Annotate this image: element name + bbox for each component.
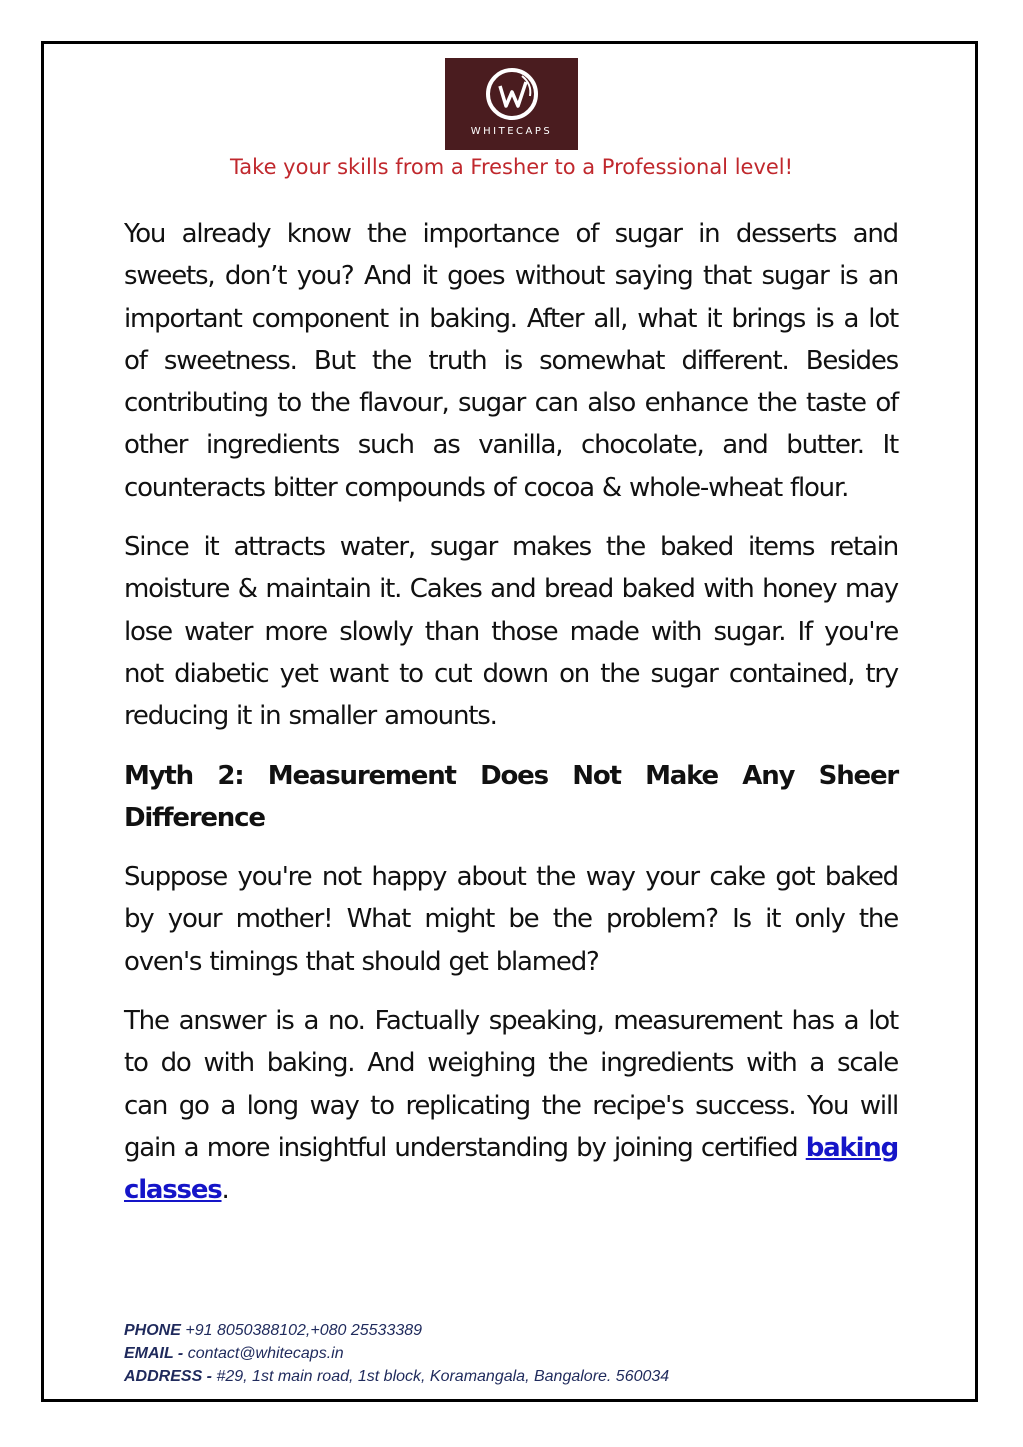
- paragraph-measurement: [124, 1000, 898, 1211]
- paragraph-oven: Suppose you're not happy about the way your cake got baked by your mother! What might be the problem? Is it only the oven's timings that should get blamed?: [124, 862, 898, 977]
- contact-footer: [124, 1319, 669, 1388]
- measurement-text: The answer is a no. Factually speaking, measurement has a lot to do with baking. And weighing the ingredients with a scale can go a long way to replicating the recipe's success. You will gain a more insightful understanding by joining certified: [124, 1006, 898, 1163]
- whitecaps-logo: [445, 58, 578, 150]
- myth-2-heading: Myth 2: Measurement Does Not Make Any Sheer Difference: [124, 760, 898, 833]
- logo-wordmark: WHITECAPS: [470, 126, 553, 137]
- email-line: [124, 1342, 669, 1365]
- email-value: contact@whitecaps.in: [183, 1345, 344, 1362]
- baking-classes-link[interactable]: baking classes: [124, 1132, 898, 1206]
- phone-value: +91 8050388102,+080 25533389: [180, 1322, 423, 1339]
- phone-line: [124, 1319, 669, 1342]
- period: .: [221, 1175, 229, 1206]
- whitecaps-w-logo-icon: [482, 64, 542, 124]
- paragraph-moisture: Since it attracts water, sugar makes the baked items retain moisture & maintain it. Cakes and bread baked with honey may lose water more slowly than those made with sugar. If you're not diabetic yet want to cut down on the sugar contained, try reducing it in smaller amounts.: [124, 532, 898, 732]
- article-body: [124, 213, 898, 1229]
- address-value: #29, 1st main road, 1st block, Koramangala, Bangalore. 560034: [212, 1368, 670, 1385]
- phone-label: PHONE: [124, 1322, 181, 1339]
- address-label: ADDRESS -: [124, 1368, 213, 1385]
- paragraph-sugar-importance: You already know the importance of sugar in desserts and sweets, don’t you? And it goes without saying that sugar is an important component in baking. After all, what it brings is a lot of sweetness. But the truth is somewhat different. Besides contributing to the flavour, sugar can also enhance the taste of other ingredients such as vanilla, chocolate, and butter. It counteracts bitter compounds of cocoa & whole-wheat flour.: [124, 219, 898, 503]
- address-line: [124, 1365, 669, 1388]
- tagline: Take your skills from a Fresher to a Professional level!: [229, 155, 794, 179]
- email-label: EMAIL -: [124, 1345, 184, 1362]
